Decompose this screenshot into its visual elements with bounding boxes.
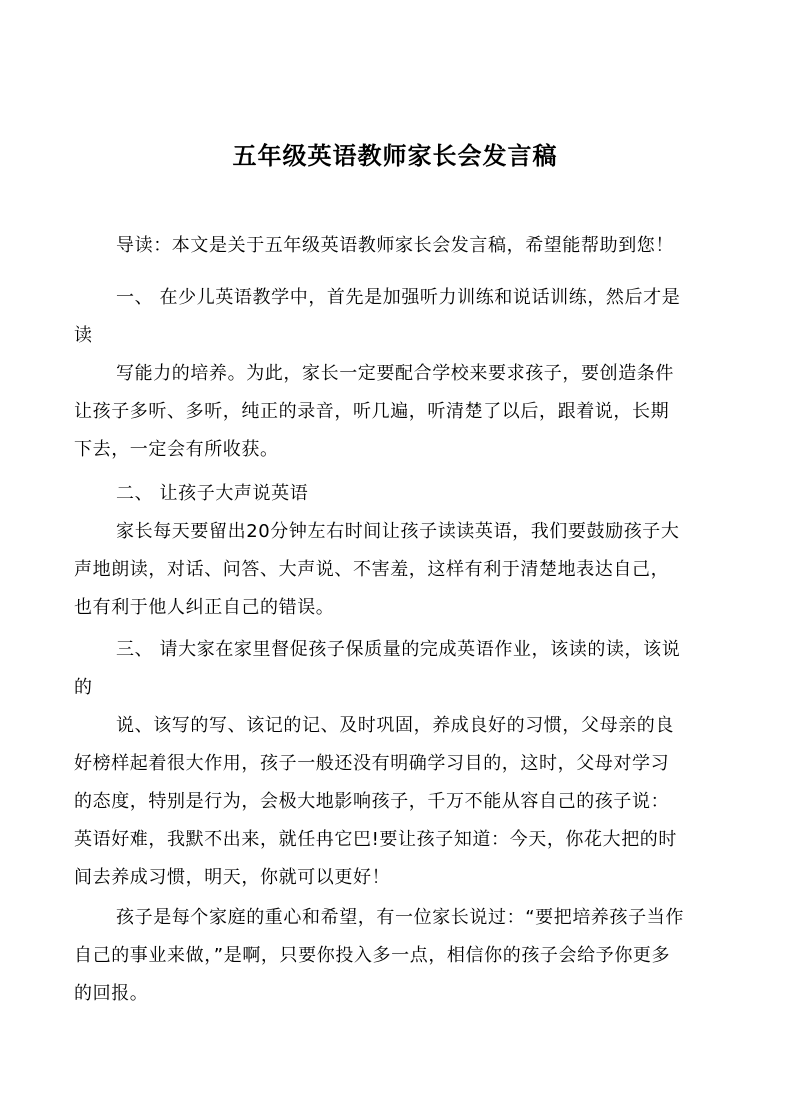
paragraph-line: 英语好难，我默不出来，就任冉它巴!要让孩子知道：今天，你花大把的时	[74, 829, 678, 850]
paragraph-line: 的回报。	[74, 983, 149, 1004]
paragraph-line: 写能力的培养。为此，家长一定要配合学校来要求孩子，要创造条件	[116, 363, 674, 384]
paragraph-line: 的	[74, 677, 93, 698]
paragraph-line: 让孩子多听、多听，纯正的录音，听几遍，听清楚了以后，跟着说，长期	[74, 401, 670, 422]
paragraph-line: 声地朗读，对话、问答、大声说、不害羞，这样有利于清楚地表达自己，	[74, 559, 670, 580]
paragraph-line: 间去养成习惯，明天，你就可以更好！	[74, 867, 391, 888]
document-title: 五年级英语教师家长会发言稿	[232, 142, 558, 170]
paragraph-line: 也有利于他人纠正自己的错误。	[74, 597, 335, 618]
section-3-heading: 三、 请大家在家里督促孩子保质量的完成英语作业，该读的读，该说	[116, 639, 681, 660]
paragraph-line: 家长每天要留出20分钟左右时间让孩子读读英语，我们要鼓励孩子大	[116, 521, 680, 542]
paragraph-line: 说、该写的写、该记的记、及时巩固，养成良好的习惯，父母亲的良	[116, 715, 674, 736]
section-1-heading: 一、 在少儿英语教学中，首先是加强听力训练和说话训练，然后才是	[116, 287, 681, 308]
intro-line: 导读：本文是关于五年级英语教师家长会发言稿，希望能帮助到您！	[116, 235, 674, 256]
paragraph-line: 好榜样起着很大作用，孩子一般还没有明确学习目的，这时，父母对学习	[74, 753, 670, 774]
paragraph-line: 下去，一定会有所收获。	[74, 439, 279, 460]
paragraph-line: 自己的事业来做，”是啊，只要你投入多一点，相信你的孩子会给予你更多	[74, 945, 671, 966]
paragraph-line: 孩子是每个家庭的重心和希望，有一位家长说过：“要把培养孩子当作	[116, 907, 684, 928]
paragraph-line: 读	[74, 325, 93, 346]
section-2-heading: 二、 让孩子大声说英语	[116, 483, 309, 504]
paragraph-line: 的态度，特别是行为，会极大地影响孩子，千万不能从容自己的孩子说：	[74, 791, 670, 812]
